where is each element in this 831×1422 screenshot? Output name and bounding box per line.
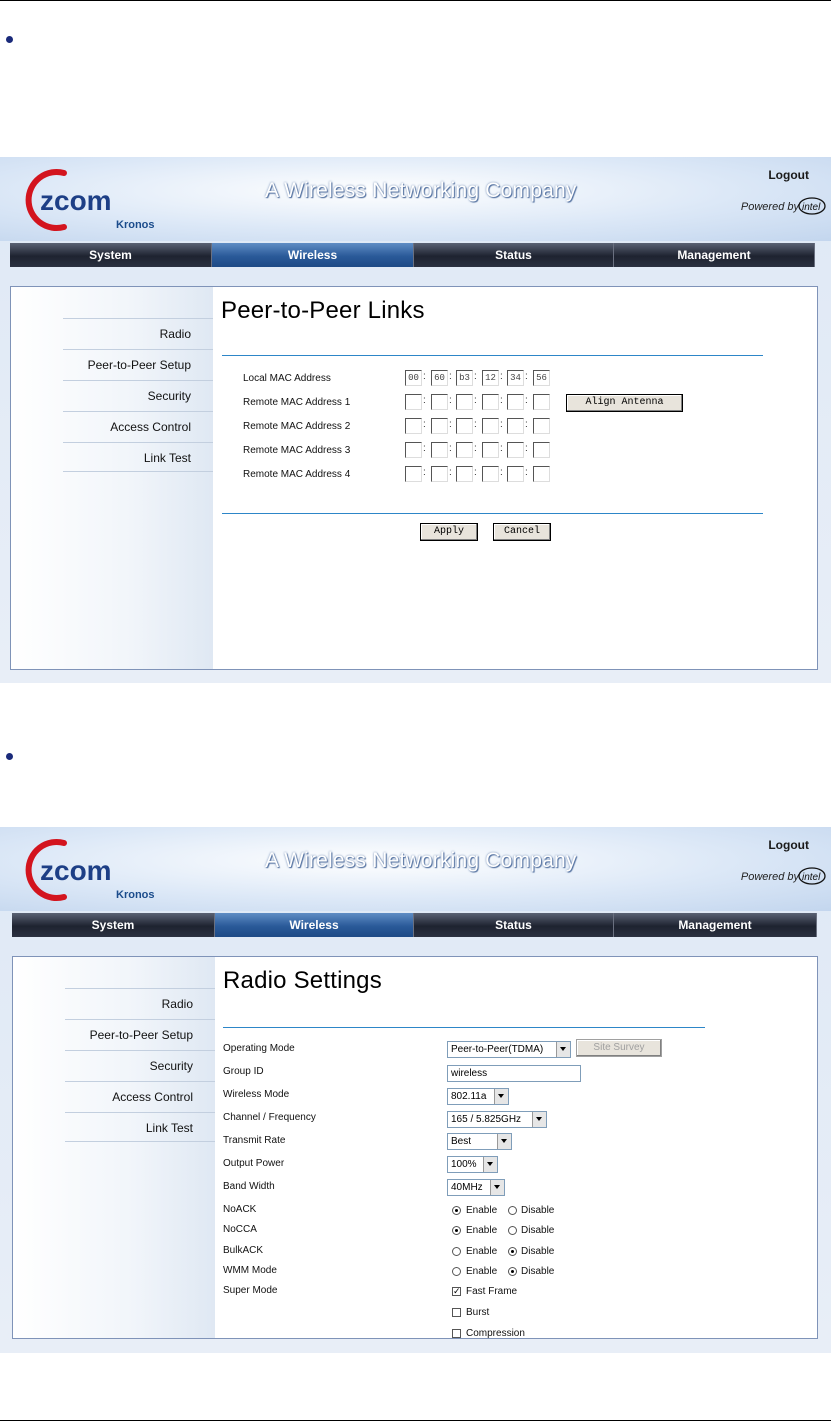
- remote-mac-4-octet[interactable]: [482, 466, 499, 482]
- sidebar-item-security[interactable]: Security: [63, 380, 213, 410]
- page-bottom-rule: [0, 1420, 831, 1421]
- group-id-input[interactable]: wireless: [447, 1065, 581, 1082]
- output-power-select[interactable]: [447, 1156, 498, 1173]
- remote-mac-3-octet[interactable]: [405, 442, 422, 458]
- mac-separator: :: [474, 419, 477, 430]
- local-mac-octet[interactable]: b3: [456, 370, 473, 386]
- setting-label: WMM Mode: [223, 1265, 277, 1276]
- wmm-enable-label: Enable: [466, 1266, 498, 1277]
- channel-value: 165 / 5.825GHz: [451, 1114, 522, 1125]
- page-title: Peer-to-Peer Links: [221, 297, 425, 324]
- mac-separator: :: [525, 371, 528, 382]
- fast-frame-label: Fast Frame: [466, 1286, 518, 1297]
- bullet-marker: [6, 36, 13, 43]
- top-nav: [10, 243, 815, 267]
- remote-mac-3-octet[interactable]: [507, 442, 524, 458]
- setting-label: Channel / Frequency: [223, 1112, 316, 1123]
- mac-separator: :: [449, 467, 452, 478]
- bullet-marker: [6, 753, 13, 760]
- svg-text:intel: intel: [802, 872, 821, 883]
- operating-mode-select[interactable]: [447, 1041, 571, 1058]
- setting-label: Super Mode: [223, 1285, 278, 1296]
- remote-mac-1-octet[interactable]: [533, 394, 550, 410]
- chevron-down-icon: [490, 1180, 504, 1195]
- local-mac-octet[interactable]: 56: [533, 370, 550, 386]
- output-power-value: 100%: [451, 1159, 477, 1170]
- remote-mac-label-1: Remote MAC Address 1: [243, 397, 351, 408]
- compression-label: Compression: [466, 1328, 525, 1339]
- remote-mac-2-octet[interactable]: [456, 418, 473, 434]
- powered-by-label: Powered by: [740, 201, 799, 213]
- transmit-rate-value: Best: [451, 1136, 472, 1147]
- remote-mac-1-octet[interactable]: [482, 394, 499, 410]
- mac-separator: :: [423, 467, 426, 478]
- remote-mac-label-2: Remote MAC Address 2: [243, 421, 351, 432]
- cancel-button[interactable]: Cancel: [493, 523, 551, 541]
- sidebar-item-p2p-setup[interactable]: Peer-to-Peer Setup: [63, 349, 213, 379]
- chevron-down-icon: [532, 1112, 546, 1127]
- nav-system[interactable]: System: [12, 913, 215, 937]
- remote-mac-label-4: Remote MAC Address 4: [243, 469, 351, 480]
- site-survey-button[interactable]: Site Survey: [576, 1039, 662, 1057]
- noack-enable-label: Enable: [466, 1205, 498, 1216]
- nav-status[interactable]: Status: [414, 913, 614, 937]
- intel-logo-icon: [797, 865, 827, 887]
- setting-label: Wireless Mode: [223, 1089, 290, 1100]
- remote-mac-3-octet[interactable]: [456, 442, 473, 458]
- sidebar: [13, 957, 215, 1338]
- page-top-rule: [0, 0, 831, 1]
- tagline: A Wireless Networking Company: [265, 849, 577, 872]
- remote-mac-3-octet[interactable]: [431, 442, 448, 458]
- wireless-mode-value: 802.11a: [451, 1091, 487, 1102]
- remote-mac-2-octet[interactable]: [405, 418, 422, 434]
- local-mac-octet[interactable]: 60: [431, 370, 448, 386]
- content-panel: [10, 286, 818, 670]
- top-nav: [12, 913, 817, 937]
- band-width-value: 40MHz: [451, 1182, 483, 1193]
- sidebar-item-link-test[interactable]: Link Test: [63, 442, 213, 472]
- nav-wireless[interactable]: Wireless: [215, 913, 414, 937]
- mac-separator: :: [423, 419, 426, 430]
- transmit-rate-select[interactable]: [447, 1133, 512, 1150]
- noack-disable-radio[interactable]: [508, 1206, 517, 1215]
- mac-separator: :: [474, 371, 477, 382]
- radio-screenshot: [0, 827, 831, 1353]
- nav-management[interactable]: Management: [614, 913, 817, 937]
- remote-mac-2-octet[interactable]: [431, 418, 448, 434]
- nocca-disable-radio[interactable]: [508, 1226, 517, 1235]
- tagline: A Wireless Networking Company: [265, 179, 577, 202]
- operating-mode-value: Peer-to-Peer(TDMA): [451, 1044, 544, 1055]
- chevron-down-icon: [494, 1089, 508, 1104]
- divider: [222, 513, 763, 514]
- remote-mac-4-octet[interactable]: [431, 466, 448, 482]
- sidebar-item-security[interactable]: Security: [65, 1050, 215, 1080]
- local-mac-octet[interactable]: 12: [482, 370, 499, 386]
- mac-separator: :: [423, 371, 426, 382]
- mac-separator: :: [500, 419, 503, 430]
- setting-label: Transmit Rate: [223, 1135, 286, 1146]
- mac-separator: :: [449, 419, 452, 430]
- nav-management[interactable]: Management: [614, 243, 815, 267]
- bulkack-disable-label: Disable: [521, 1246, 555, 1257]
- setting-label: Operating Mode: [223, 1043, 295, 1054]
- remote-mac-4-octet[interactable]: [405, 466, 422, 482]
- remote-mac-1-octet[interactable]: [507, 394, 524, 410]
- mac-separator: :: [500, 467, 503, 478]
- mac-separator: :: [525, 467, 528, 478]
- remote-mac-1-octet[interactable]: [405, 394, 422, 410]
- remote-mac-1-octet[interactable]: [431, 394, 448, 410]
- svg-text:zcom: zcom: [40, 855, 112, 886]
- sidebar: [11, 287, 213, 669]
- local-mac-octet[interactable]: 00: [405, 370, 422, 386]
- nav-wireless[interactable]: Wireless: [212, 243, 414, 267]
- svg-text:intel: intel: [802, 202, 821, 213]
- mac-separator: :: [500, 395, 503, 406]
- mac-separator: :: [525, 395, 528, 406]
- noack-enable-radio[interactable]: [452, 1206, 461, 1215]
- bulkack-enable-label: Enable: [466, 1246, 498, 1257]
- nav-status[interactable]: Status: [414, 243, 614, 267]
- remote-mac-2-octet[interactable]: [507, 418, 524, 434]
- apply-button[interactable]: Apply: [420, 523, 478, 541]
- sidebar-item-access-control[interactable]: Access Control: [63, 411, 213, 441]
- content-panel: [12, 956, 818, 1339]
- product-name: Kronos: [116, 219, 155, 231]
- remote-mac-4-octet[interactable]: [507, 466, 524, 482]
- compression-checkbox[interactable]: [452, 1329, 461, 1338]
- wmm-disable-radio[interactable]: [508, 1267, 517, 1276]
- nav-system[interactable]: System: [10, 243, 212, 267]
- remote-mac-4-octet[interactable]: [456, 466, 473, 482]
- nocca-enable-label: Enable: [466, 1225, 498, 1236]
- divider: [223, 1027, 705, 1028]
- svg-text:zcom: zcom: [40, 185, 112, 216]
- channel-select[interactable]: [447, 1111, 547, 1128]
- remote-mac-label-3: Remote MAC Address 3: [243, 445, 351, 456]
- burst-checkbox[interactable]: [452, 1308, 461, 1317]
- header-banner: [0, 827, 831, 911]
- setting-label: NoCCA: [223, 1224, 257, 1235]
- mac-separator: :: [423, 443, 426, 454]
- remote-mac-3-octet[interactable]: [533, 442, 550, 458]
- align-antenna-button[interactable]: Align Antenna: [566, 394, 683, 412]
- p2p-screenshot: [0, 157, 831, 683]
- mac-separator: :: [525, 443, 528, 454]
- sidebar-item-link-test[interactable]: Link Test: [65, 1112, 215, 1142]
- mac-separator: :: [449, 395, 452, 406]
- remote-mac-1-octet[interactable]: [456, 394, 473, 410]
- bulkack-disable-radio[interactable]: [508, 1247, 517, 1256]
- divider: [222, 355, 763, 356]
- logout-link[interactable]: Logout: [768, 838, 809, 852]
- nocca-enable-radio[interactable]: [452, 1226, 461, 1235]
- setting-label: Band Width: [223, 1181, 275, 1192]
- fast-frame-checkbox[interactable]: ✓: [453, 1286, 461, 1296]
- chevron-down-icon: [497, 1134, 511, 1149]
- chevron-down-icon: [483, 1157, 497, 1172]
- wmm-disable-label: Disable: [521, 1266, 555, 1277]
- sidebar-item-radio[interactable]: Radio: [63, 318, 213, 348]
- sidebar-item-p2p-setup[interactable]: Peer-to-Peer Setup: [65, 1019, 215, 1049]
- sidebar-item-radio[interactable]: Radio: [65, 988, 215, 1018]
- setting-label: BulkACK: [223, 1245, 264, 1256]
- remote-mac-2-octet[interactable]: [482, 418, 499, 434]
- setting-label: Group ID: [223, 1066, 264, 1077]
- chevron-down-icon: [556, 1042, 570, 1057]
- intel-logo-icon: [797, 195, 827, 217]
- product-name: Kronos: [116, 889, 155, 901]
- mac-separator: :: [474, 395, 477, 406]
- mac-separator: :: [449, 371, 452, 382]
- wireless-mode-select[interactable]: [447, 1088, 509, 1105]
- noack-disable-label: Disable: [521, 1205, 555, 1216]
- setting-label: Output Power: [223, 1158, 285, 1169]
- nocca-disable-label: Disable: [521, 1225, 555, 1236]
- remote-mac-4-octet[interactable]: [533, 466, 550, 482]
- mac-separator: :: [500, 371, 503, 382]
- logout-link[interactable]: Logout: [768, 168, 809, 182]
- local-mac-label: Local MAC Address: [243, 373, 331, 384]
- header-banner: [0, 157, 831, 241]
- mac-separator: :: [474, 443, 477, 454]
- powered-by-label: Powered by: [740, 871, 799, 883]
- remote-mac-3-octet[interactable]: [482, 442, 499, 458]
- mac-separator: :: [525, 419, 528, 430]
- bulkack-enable-radio[interactable]: [452, 1247, 461, 1256]
- mac-separator: :: [474, 467, 477, 478]
- page-title: Radio Settings: [223, 967, 382, 994]
- setting-label: NoACK: [223, 1204, 257, 1215]
- mac-separator: :: [500, 443, 503, 454]
- sidebar-item-access-control[interactable]: Access Control: [65, 1081, 215, 1111]
- burst-label: Burst: [466, 1307, 490, 1318]
- mac-separator: :: [423, 395, 426, 406]
- mac-separator: :: [449, 443, 452, 454]
- wmm-enable-radio[interactable]: [452, 1267, 461, 1276]
- local-mac-octet[interactable]: 34: [507, 370, 524, 386]
- remote-mac-2-octet[interactable]: [533, 418, 550, 434]
- band-width-select[interactable]: [447, 1179, 505, 1196]
